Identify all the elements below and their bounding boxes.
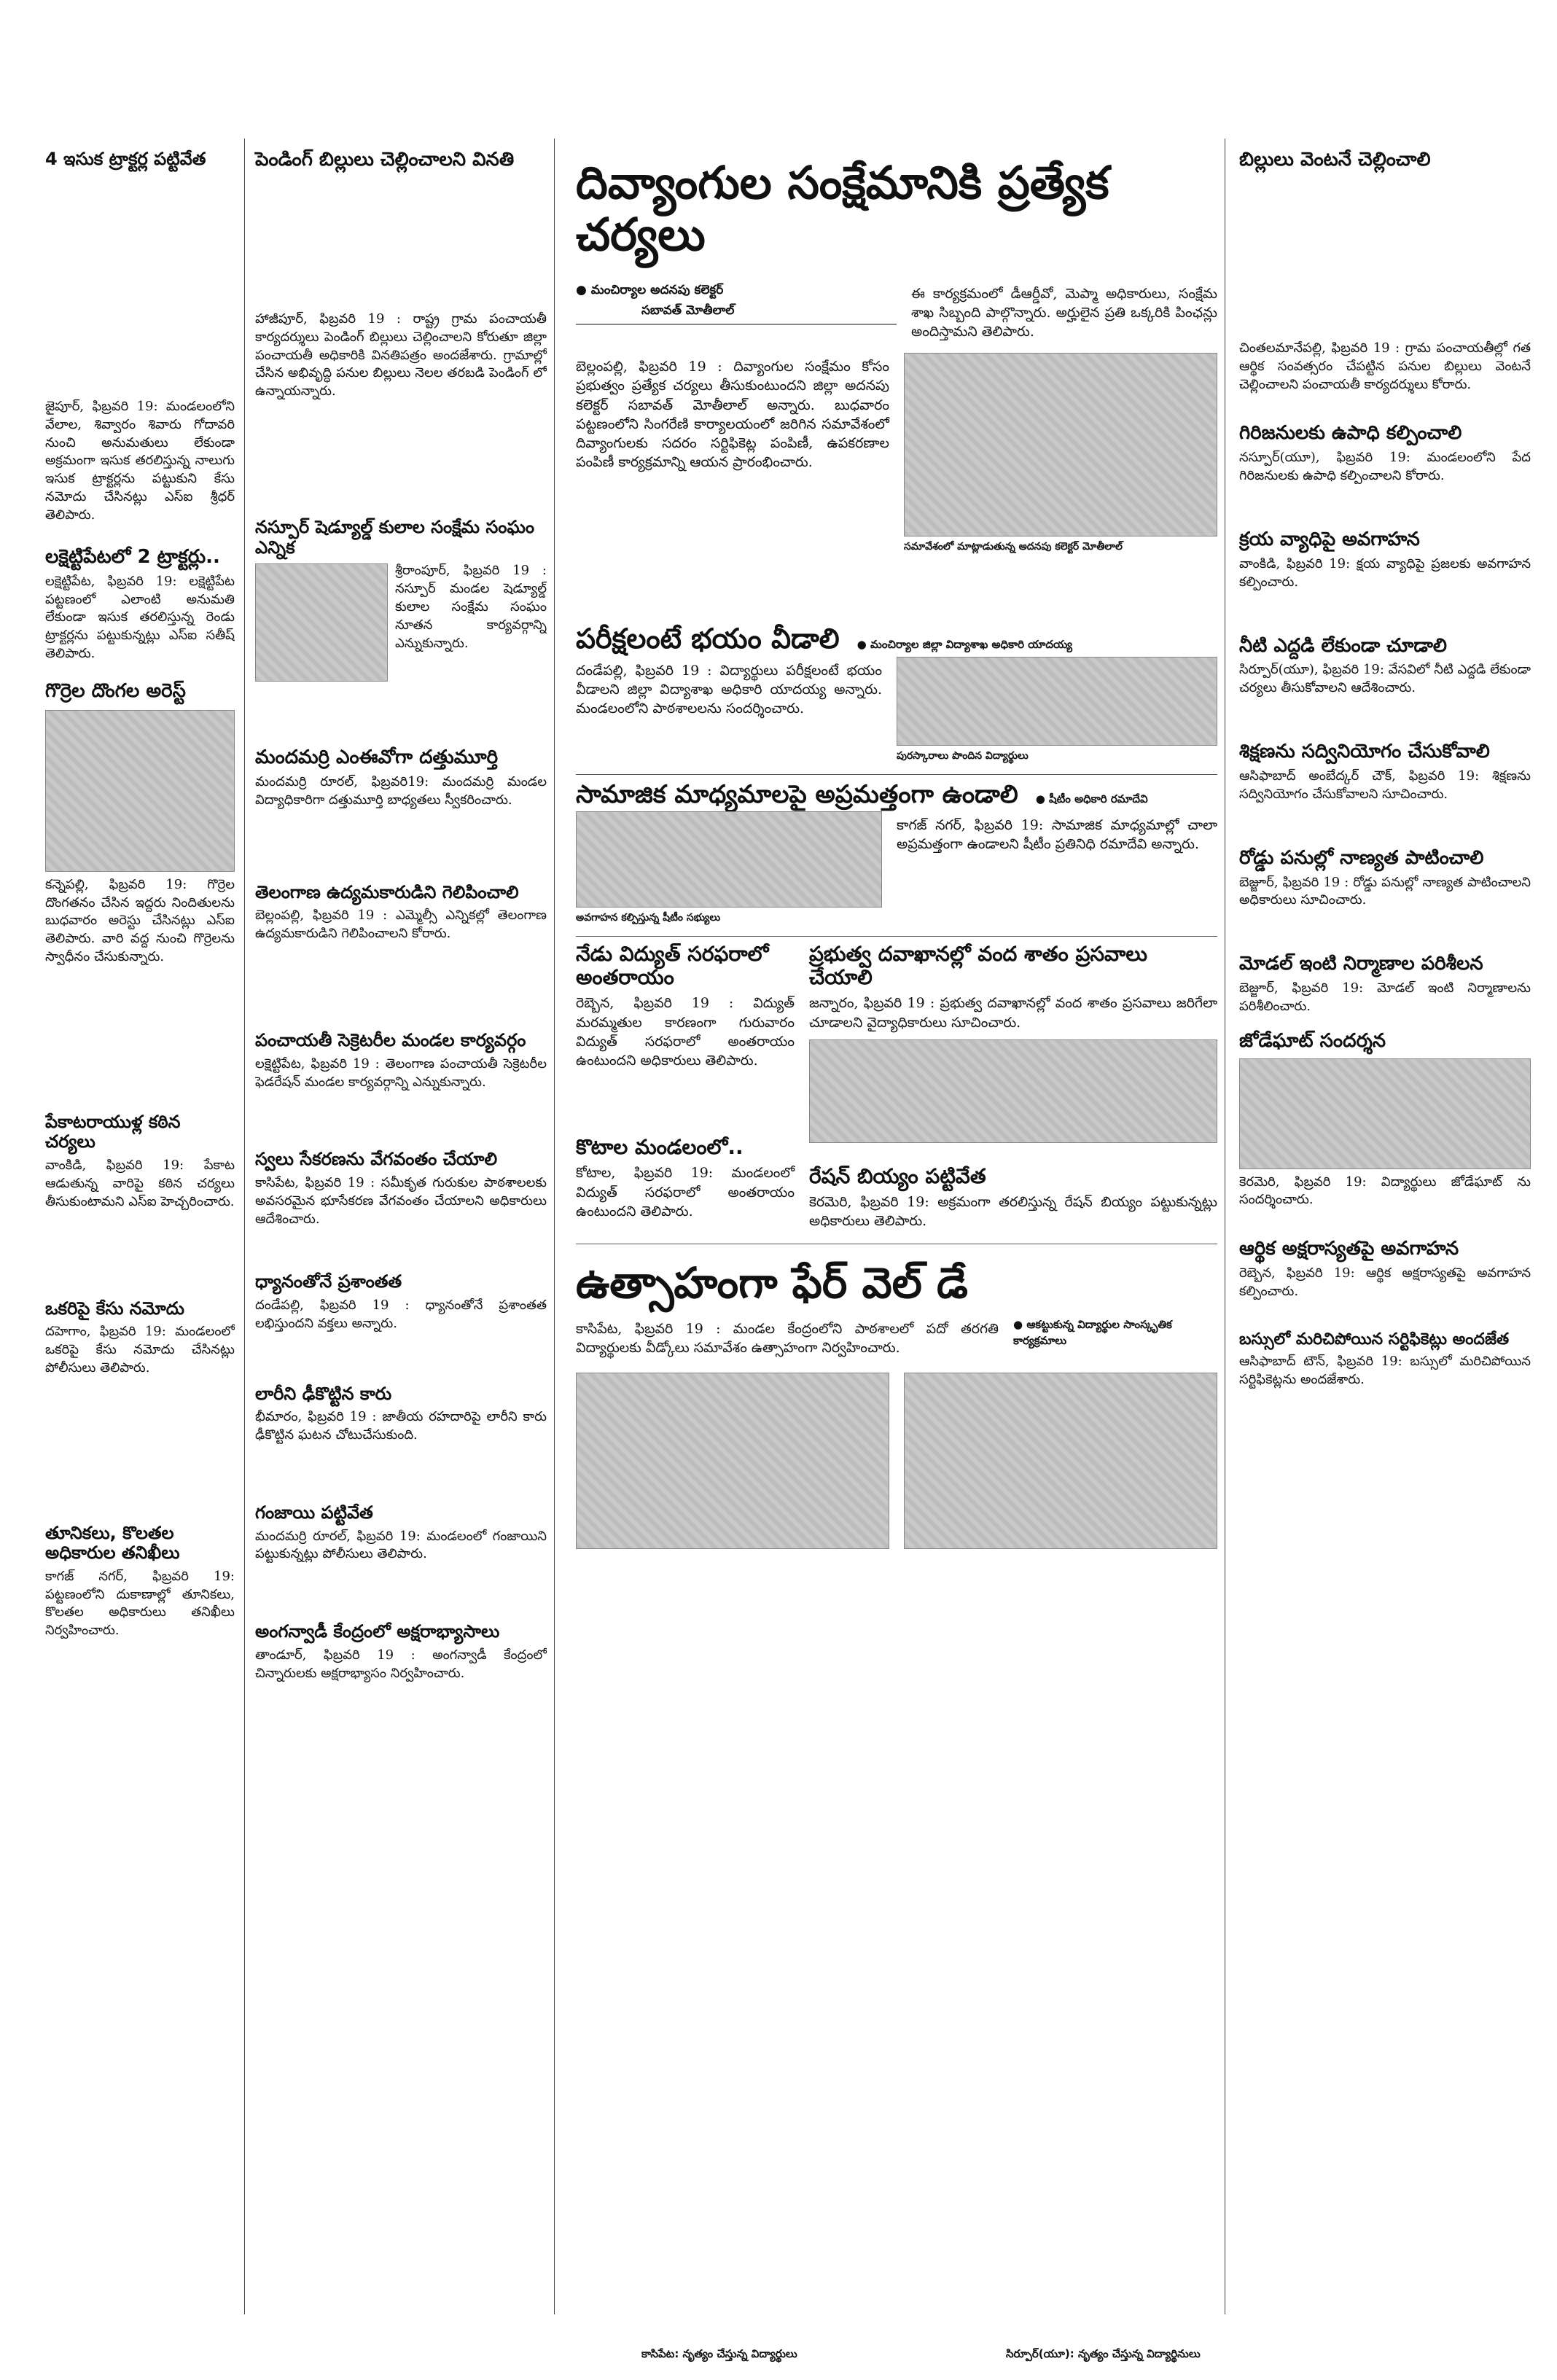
col3-story6-body: కెరమెరి, ఫిబ్రవరి 19: అక్రమంగా తరలిస్తున్న రేషన్ బియ్యం పట్టుకున్నట్లు అధికారులు తెలిపారు. bbox=[809, 1194, 1217, 1230]
col4-photo bbox=[1239, 1058, 1531, 1169]
col4-story1-body: చింతలమానేపల్లి, ఫిబ్రవరి 19 : గ్రామ పంచాయతీల్లో గత ఆర్థిక సంవత్సరం చేపట్టిన పనుల బిల్లులు వెంటనే చెల్లించాలని పంచాయతీ కార్యదర్శులు కోరారు. bbox=[1239, 340, 1531, 392]
col2-story2-body: శ్రీరాంపూర్, ఫిబ్రవరి 19 : నస్పూర్ మండల షెడ్యూల్డ్ కులాల సంక్షేమ సంఘం నూతన కార్యవర్గాన్ని ఎన్నుకున్నారు. bbox=[395, 563, 547, 651]
col3-story2-byline: ● షీటీం అధికారి రమాదేవి bbox=[1036, 792, 1148, 808]
col1-story5-body: దహెగాం, ఫిబ్రవరి 19: మండలంలో ఒకరిపై కేసు నమోదు చేసినట్లు పోలీసులు తెలిపారు. bbox=[45, 1324, 235, 1376]
col4-story5-headline: శిక్షణను సద్వినియోగం చేసుకోవాలి bbox=[1239, 741, 1490, 763]
col2-story6-body: కాసిపేట, ఫిబ్రవరి 19 : సమీకృత గురుకుల పాఠశాలలకు అవసరమైన భూసేకరణ వేగవంతం చేయాలని అధికారులు ఆదేశించారు. bbox=[255, 1174, 547, 1227]
col3-story2-body: కాగజ్ నగర్, ఫిబ్రవరి 19: సామాజిక మాధ్యమాల్లో చాలా అప్రమత్తంగా ఉండాలని షీటీం ప్రతినిధి రమాదేవి అన్నారు. bbox=[897, 817, 1217, 853]
col3-photo-3 bbox=[809, 1039, 1217, 1143]
col2-story3-headline: మందమర్రి ఎంఈవోగా దత్తుమూర్తి bbox=[255, 746, 498, 769]
strip-mid-headline: పెండింగ్ బిల్లులు చెల్లించాలని వినతి bbox=[255, 149, 515, 171]
col2-story4-body: బెల్లంపల్లి, ఫిబ్రవరి 19 : ఎమ్మెల్సీ ఎన్నికల్లో తెలంగాణ ఉద్యమకారుడిని గెలిపించాలని కోరారు. bbox=[255, 908, 547, 942]
lead-byline: ● మంచిర్యాల అదనపు కలెక్టర్ bbox=[576, 283, 897, 300]
col3-story4-body: జన్నారం, ఫిబ్రవరి 19 : ప్రభుత్వ దవాఖానల్లో వంద శాతం ప్రసవాలు జరిగేలా చూడాలని వైద్యాధికారులు సూచించారు. bbox=[809, 995, 1217, 1031]
col3-story1-body: దండేపల్లి, ఫిబ్రవరి 19 : విద్యార్థులు పరీక్షలంటే భయం వీడాలని జిల్లా విద్యాశాఖ అధికారి యాదయ్య అన్నారు. మండలంలోని పాఠశాలలను సందర్శించారు. bbox=[576, 663, 882, 717]
col1-story2-headline: లక్షెట్టిపేటలో 2 ట్రాక్టర్లు.. bbox=[45, 545, 220, 568]
col4-story7-headline: మోడల్ ఇంటి నిర్మాణాల పరిశీలన bbox=[1239, 953, 1483, 975]
col4-story8-headline: జోడేఘాట్ సందర్శన bbox=[1239, 1029, 1386, 1052]
col1-story6-headline: తూనికలు, కొలతల అధికారుల తనిఖీలు bbox=[45, 1522, 180, 1564]
col2-story6-headline: స్వలు సేకరణను వేగవంతం చేయాలి bbox=[255, 1149, 498, 1170]
lead-story bbox=[576, 157, 1217, 559]
col2-story8-body: భీమారం, ఫిబ్రవరి 19 : జాతీయ రహదారిపై లారీని కారు ఢీకొట్టిన ఘటన చోటుచేసుకుంది. bbox=[255, 1409, 547, 1443]
col2-story7-body: దండేపల్లి, ఫిబ్రవరి 19 : ధ్యానంతోనే ప్రశాంతత లభిస్తుందని వక్తలు అన్నారు. bbox=[255, 1298, 547, 1331]
column-2 bbox=[255, 306, 547, 2340]
col3-photo-2 bbox=[576, 811, 882, 908]
col4-story9-body: రెబ్బెన, ఫిబ్రవరి 19: ఆర్థిక అక్షరాస్యతపై అవగాహన కల్పించారు. bbox=[1239, 1265, 1531, 1300]
lead-body-1: బెల్లంపల్లి, ఫిబ్రవరి 19 : దివ్యాంగుల సంక్షేమం కోసం ప్రభుత్వం ప్రత్యేక చర్యలు తీసుకుంటుందని జిల్లా అదనపు కలెక్టర్ సబావత్ మోతీలాల్ అన్నారు. బుధవారం పట్టణంలోని సింగరేణి కార్యాలయంలో జరిగిన సమావేశంలో దివ్యాంగులకు సదరం సర్టిఫికెట్ల పంపిణీ, ఉపకరణాల పంపిణీ కార్యక్రమాన్ని ఆయన ప్రారంభించారు. bbox=[576, 359, 889, 471]
col3-photo-5 bbox=[904, 1373, 1217, 1549]
col2-story1-body: హాజీపూర్, ఫిబ్రవరి 19 : రాష్ట్ర గ్రామ పంచాయతీ కార్యదర్శులు పెండింగ్ బిల్లులు చెల్లించాలని కోరుతూ జిల్లా పంచాయతీ అధికారికి వినతిపత్రం అందజేశారు. గ్రామాల్లో చేసిన అభివృద్ధి పనుల బిల్లులు నెలల తరబడి పెండింగ్ లో ఉన్నాయన్నారు. bbox=[255, 311, 547, 399]
col4-story4-body: సిర్పూర్(యూ), ఫిబ్రవరి 19: వేసవిలో నీటి ఎద్దడి లేకుండా చర్యలు తీసుకోవాలని ఆదేశించారు. bbox=[1239, 662, 1531, 696]
col1-story3-body: కన్నెపల్లి, ఫిబ్రవరి 19: గొర్రెల దొంగతనం చేసిన ఇద్దరు నిందితులను బుధవారం అరెస్టు చేసినట్లు ఎస్ఐ తెలిపారు. వారి వద్ద నుంచి గొర్రెలను స్వాధీనం చేసుకున్నారు. bbox=[45, 876, 235, 965]
lead-body-2: ఈ కార్యక్రమంలో డీఆర్డీవో, మెప్మా అధికారులు, సంక్షేమ శాఖ సిబ్బంది పాల్గొన్నారు. అర్హులైన ప్రతి ఒక్కరికి పింఛన్లు అందిస్తామని తెలిపారు. bbox=[911, 285, 1217, 340]
strip-right-headline: బిల్లులు వెంటనే చెల్లించాలి bbox=[1239, 149, 1431, 171]
col1-photo bbox=[45, 710, 235, 872]
col4-story9-headline: ఆర్థిక అక్షరాస్యతపై అవగాహన bbox=[1239, 1238, 1459, 1260]
col2-story10-headline: అంగన్వాడీ కేంద్రంలో అక్షరాభ్యాసాలు bbox=[255, 1621, 500, 1642]
col2-photo bbox=[255, 563, 388, 682]
col2-story7-headline: ధ్యానంతోనే ప్రశాంతత bbox=[255, 1271, 402, 1292]
col2-story5-body: లక్షెట్టిపేట, ఫిబ్రవరి 19 : తెలంగాణ పంచాయతీ సెక్రెటరీల ఫెడరేషన్ మండల కార్యవర్గాన్ని ఎన్నుకున్నారు. bbox=[255, 1056, 547, 1090]
col3-story7-caption: ● ఆకట్టుకున్న విద్యార్థుల సాంస్కృతిక కార్యక్రమాలు bbox=[1013, 1318, 1217, 1350]
col3-story1-headline: పరీక్షలంటే భయం వీడాలి bbox=[576, 623, 840, 655]
col4-story2-headline: గిరిజనులకు ఉపాధి కల్పించాలి bbox=[1239, 422, 1462, 445]
col1-story4-headline: పేకాటరాయుళ్ల కఠిన చర్యలు bbox=[45, 1111, 181, 1152]
col2-story8-headline: లారీని ఢీకొట్టిన కారు bbox=[255, 1383, 392, 1404]
col4-story3-body: వాంకిడి, ఫిబ్రవరి 19: క్షయ వ్యాధిపై ప్రజలకు అవగాహన కల్పించారు. bbox=[1239, 555, 1531, 590]
col2-story4-headline: తెలంగాణ ఉద్యమకారుడిని గెలిపించాలి bbox=[255, 881, 519, 902]
col4-story3-headline: క్రయ వ్యాధిపై అవగాహన bbox=[1239, 528, 1420, 551]
col3-photo-2-caption: అవగాహన కల్పిస్తున్న షీటీం సభ్యులు bbox=[576, 912, 721, 924]
column-rule bbox=[244, 138, 245, 2314]
col3-photo-4 bbox=[576, 1373, 889, 1549]
col4-story7-body: బెజ్జూర్, ఫిబ్రవరి 19: మోడల్ ఇంటి నిర్మాణాలను పరిశీలించారు. bbox=[1239, 980, 1531, 1014]
col3-story3-body: రెబ్బెన, ఫిబ్రవరి 19 : విద్యుత్ మరమ్మతుల కారణంగా గురువారం విద్యుత్ సరఫరాలో అంతరాయం ఉంటుందని అధికారులు తెలిపారు. bbox=[576, 995, 795, 1069]
col3-story4-headline: ప్రభుత్వ దవాఖానల్లో వంద శాతం ప్రసవాలు చేయాలి bbox=[809, 942, 1147, 990]
col3-photo-1 bbox=[897, 657, 1217, 746]
column-rule bbox=[554, 138, 555, 2314]
column-1 bbox=[45, 394, 235, 2340]
col1-story1-body: జైపూర్, ఫిబ్రవరి 19: మండలంలోని వేలాల, శివ్వారం శివారు గోదావరి నుంచి అనుమతులు లేకుండా అక్రమంగా ఇసుక తరలిస్తున్న నాలుగు ఇసుక ట్రాక్టర్లను పట్టుకుని కేసు నమోదు చేసినట్లు ఎస్ఐ శ్రీధర్ తెలిపారు. bbox=[45, 399, 235, 523]
col2-story9-body: మందమర్రి రూరల్, ఫిబ్రవరి 19: మండలంలో గంజాయిని పట్టుకున్నట్లు పోలీసులు తెలిపారు. bbox=[255, 1528, 547, 1562]
col2-story3-body: మందమర్రి రూరల్, ఫిబ్రవరి19: మందమర్రి మండల విద్యాధికారిగా దత్తుమూర్తి బాధ్యతలు స్వీకరించారు. bbox=[255, 774, 547, 808]
col2-story2-headline: నస్పూర్ షెడ్యూల్డ్ కులాల సంక్షేమ సంఘం ఎన్నిక bbox=[255, 517, 535, 558]
col4-story8-body: కెరమెరి, ఫిబ్రవరి 19: విద్యార్థులు జోడేఘాట్ ను సందర్శించారు. bbox=[1239, 1174, 1531, 1208]
col3-story6-headline: రేషన్ బియ్యం పట్టివేత bbox=[809, 1163, 986, 1188]
col1-story3-headline: గొర్రెల దొంగల అరెస్ట్ bbox=[45, 679, 186, 702]
col3-story3-headline: నేడు విద్యుత్ సరఫరాలో అంతరాయం bbox=[576, 942, 769, 990]
col3-story7-body: కాసిపేట, ఫిబ్రవరి 19 : మండల కేంద్రంలోని పాఠశాలలో పదో తరగతి విద్యార్థులకు వీడ్కోలు సమావేశం ఉత్సాహంగా నిర్వహించారు. bbox=[576, 1321, 999, 1357]
col1-story6-body: కాగజ్ నగర్, ఫిబ్రవరి 19: పట్టణంలోని దుకాణాల్లో తూనికలు, కొలతల అధికారులు తనిఖీలు నిర్వహించారు. bbox=[45, 1568, 235, 1639]
col4-story4-headline: నీటి ఎద్దడి లేకుండా చూడాలి bbox=[1239, 634, 1447, 657]
column-3 bbox=[576, 623, 1217, 2340]
col4-story5-body: ఆసిఫాబాద్ అంబేద్కర్ చౌక్, ఫిబ్రవరి 19: శిక్షణను సద్వినియోగం చేసుకోవాలని సూచించారు. bbox=[1239, 768, 1531, 802]
col2-story10-body: తాండూర్, ఫిబ్రవరి 19 : అంగన్వాడీ కేంద్రంలో చిన్నారులకు అక్షరాభ్యాసం నిర్వహించారు. bbox=[255, 1647, 547, 1681]
col1-story4-body: వాంకిడి, ఫిబ్రవరి 19: పేకాట ఆడుతున్న వారిపై కఠిన చర్యలు తీసుకుంటామని ఎస్ఐ హెచ్చరించారు. bbox=[45, 1158, 235, 1209]
col3-story5-headline: కొటాల మండలంలో.. bbox=[576, 1135, 744, 1160]
lead-byline-name: సబావత్ మోతీలాల్ bbox=[641, 303, 735, 318]
column-4 bbox=[1239, 335, 1531, 2340]
footer-caption-left: కాసిపేట: నృత్యం చేస్తున్న విద్యార్థులు bbox=[641, 2347, 797, 2360]
lead-headline: దివ్యాంగుల సంక్షేమానికి ప్రత్యేక చర్యలు bbox=[576, 157, 1109, 262]
col2-story5-headline: పంచాయతీ సెక్రెటరీల మండల కార్యవర్గం bbox=[255, 1030, 526, 1051]
col3-story2-headline: సామాజిక మాధ్యమాలపై అప్రమత్తంగా ఉండాలి bbox=[576, 780, 1018, 809]
footer-caption-right: సిర్పూర్(యూ): నృత్యం చేస్తున్న విద్యార్థినులు bbox=[1006, 2347, 1201, 2360]
col3-photo-1-caption: పురస్కారాలు పొందిన విద్యార్థులు bbox=[897, 750, 1029, 762]
lead-photo-caption: సమావేశంలో మాట్లాడుతున్న అదనపు కలెక్టర్ మోతీలాల్ bbox=[904, 541, 1123, 553]
col3-story7-headline: ఉత్సాహంగా ఫేర్ వెల్ డే bbox=[576, 1258, 968, 1308]
col3-story5-body: కోటాల, ఫిబ్రవరి 19: మండలంలో విద్యుత్ సరఫరాలో అంతరాయం ఉంటుందని తెలిపారు. bbox=[576, 1165, 795, 1220]
col4-story10-headline: బస్సులో మరిచిపోయిన సర్టిఫికెట్లు అందజేత bbox=[1239, 1330, 1510, 1349]
col4-story10-body: ఆసిఫాబాద్ టౌన్, ఫిబ్రవరి 19: బస్సులో మరిచిపోయిన సర్టిఫికెట్లను అందజేశారు. bbox=[1239, 1354, 1531, 1387]
col1-story2-body: లక్షెట్టిపేట, ఫిబ్రవరి 19: లక్షెట్టిపేట పట్టణంలో ఎలాంటి అనుమతి లేకుండా ఇసుక తరలిస్తున్న రెండు ట్రాక్టర్లను పట్టుకున్నట్లు ఎస్ఐ సతీష్ తెలిపారు. bbox=[45, 573, 235, 661]
col4-story6-headline: రోడ్డు పనుల్లో నాణ్యత పాటించాలి bbox=[1239, 846, 1484, 869]
col1-story5-headline: ఒకరిపై కేసు నమోదు bbox=[45, 1298, 184, 1319]
col2-story9-headline: గంజాయి పట్టివేత bbox=[255, 1502, 373, 1523]
col4-story2-body: నస్పూర్(యూ), ఫిబ్రవరి 19: మండలంలోని పేద గిరిజనులకు ఉపాధి కల్పించాలని కోరారు. bbox=[1239, 450, 1531, 484]
col3-story1-byline: ● మంచిర్యాల జిల్లా విద్యాశాఖ అధికారి యాదయ్య bbox=[857, 638, 1072, 654]
lead-photo bbox=[904, 353, 1217, 537]
strip-left-headline: 4 ఇసుక ట్రాక్టర్ల పట్టివేత bbox=[45, 149, 206, 169]
col4-story6-body: బెజ్జూర్, ఫిబ్రవరి 19 : రోడ్డు పనుల్లో నాణ్యత పాటించాలని అధికారులు సూచించారు. bbox=[1239, 874, 1531, 908]
